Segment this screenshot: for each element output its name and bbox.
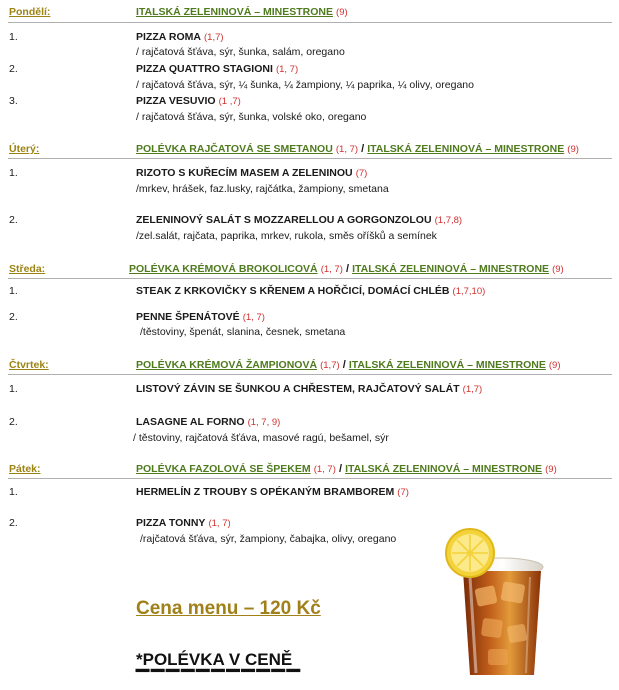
dish-line — [136, 311, 265, 323]
soup-separator: / — [338, 463, 343, 475]
dish-allergens: (7) — [397, 487, 409, 498]
item-number: 1. — [9, 31, 18, 43]
soup-allergens: (9) — [552, 264, 564, 275]
dish-allergens: (1,7) — [204, 32, 224, 43]
soup-line-wednesday — [129, 263, 564, 275]
day-label-wednesday: Středa: — [9, 263, 46, 275]
cut-off-text-line: ▔▔▔▔▔▔▔▔▔▔▔ — [136, 670, 302, 689]
soup-allergens: (9) — [545, 464, 557, 475]
day-divider — [8, 278, 612, 279]
soup-allergens: (1, 7) — [320, 264, 343, 275]
dish-description: /mrkev, hrášek, faz.lusky, rajčátka, žampiony, smetana — [136, 183, 389, 195]
soup-name: ITALSKÁ ZELENINOVÁ – MINESTRONE — [348, 359, 546, 371]
dish-line — [136, 31, 224, 43]
dish-description: / rajčatová šťáva, sýr, ¼ šunka, ¼ žampiony, ¼ paprika, ¼ olivy, oregano — [136, 79, 474, 91]
soup-allergens: (1, 7) — [313, 464, 336, 475]
dish-name: LASAGNE AL FORNO — [136, 416, 245, 428]
soup-allergens: (1,7) — [320, 360, 340, 371]
soup-name: POLÉVKA FAZOLOVÁ SE ŠPEKEM — [136, 463, 311, 475]
item-number: 2. — [9, 517, 18, 529]
dish-description: /zel.salát, rajčata, paprika, mrkev, rukola, směs oříšků a semínek — [136, 230, 437, 242]
day-divider — [8, 374, 612, 375]
soup-name: POLÉVKA RAJČATOVÁ SE SMETANOU — [136, 143, 333, 155]
item-number: 3. — [9, 95, 18, 107]
soup-name: ITALSKÁ ZELENINOVÁ – MINESTRONE — [136, 6, 333, 18]
item-number: 2. — [9, 214, 18, 226]
dish-line — [136, 383, 482, 395]
dish-line — [136, 95, 241, 107]
dish-allergens: (1, 7) — [275, 64, 299, 75]
soup-name: ITALSKÁ ZELENINOVÁ – MINESTRONE — [345, 463, 543, 475]
day-divider — [8, 158, 612, 159]
soup-line-monday — [136, 6, 348, 18]
dish-line — [136, 416, 280, 428]
soup-allergens: (1, 7) — [335, 144, 359, 155]
soup-name: ITALSKÁ ZELENINOVÁ – MINESTRONE — [367, 143, 565, 155]
dish-description: /těstoviny, špenát, slanina, česnek, smetana — [140, 326, 346, 338]
soup-allergens: (9) — [336, 7, 348, 18]
soup-separator: / — [342, 359, 346, 371]
dish-name: PENNE ŠPENÁTOVÉ — [136, 311, 240, 323]
dish-name: PIZZA QUATTRO STAGIONI — [136, 63, 273, 75]
dish-allergens: (7) — [355, 168, 368, 179]
soup-name: POLÉVKA KRÉMOVÁ BROKOLICOVÁ — [129, 263, 318, 275]
item-number: 2. — [9, 311, 18, 323]
dish-name: HERMELÍN Z TROUBY S OPÉKANÝM BRAMBOREM — [136, 486, 395, 498]
dish-name: PIZZA TONNY — [136, 517, 206, 529]
day-divider — [8, 478, 612, 479]
soup-line-friday — [136, 463, 557, 475]
soup-allergens: (9) — [548, 360, 561, 371]
dish-line — [136, 285, 485, 297]
dish-allergens: (1,7) — [462, 384, 483, 395]
item-number: 1. — [9, 167, 18, 179]
dish-allergens: (1, 7) — [242, 312, 265, 323]
dish-allergens: (1, 7, 9) — [247, 417, 281, 428]
item-number: 1. — [9, 285, 18, 297]
soup-allergens: (9) — [567, 144, 579, 155]
dish-allergens: (1, 7) — [208, 518, 231, 529]
dish-allergens: (1,7,10) — [452, 286, 486, 297]
item-number: 2. — [9, 63, 18, 75]
dish-name: STEAK Z KRKOVIČKY S KŘENEM A HOŘČICÍ, DOMÁCÍ CHLÉB — [136, 285, 450, 297]
day-divider — [8, 22, 612, 23]
day-label-thursday: Čtvrtek: — [9, 359, 49, 371]
soup-name: POLÉVKA KRÉMOVÁ ŽAMPIONOVÁ — [136, 359, 318, 371]
dish-allergens: (1,7,8) — [434, 215, 463, 226]
day-label-monday: Pondělí: — [9, 6, 51, 18]
soup-included-note: *POLÉVKA V CENĚ — [136, 650, 293, 669]
dish-name: PIZZA VESUVIO — [136, 95, 216, 107]
dish-line — [136, 486, 409, 498]
dish-description: / rajčatová šťáva, sýr, šunka, volské oko, oregano — [136, 111, 367, 123]
dish-line — [136, 214, 462, 226]
day-label-friday: Pátek: — [9, 463, 41, 475]
soup-line-thursday — [136, 359, 561, 371]
dish-line — [136, 63, 298, 75]
dish-description: /rajčatová šťáva, sýr, žampiony, čabajka, olivy, oregano — [140, 533, 397, 545]
menu-price: Cena menu – 120 Kč — [136, 598, 321, 619]
item-number: 2. — [9, 416, 18, 428]
dish-description: / těstoviny, rajčatová šťáva, masové ragú, bešamel, sýr — [133, 432, 389, 444]
dish-name: PIZZA ROMA — [136, 31, 201, 43]
item-number: 1. — [9, 383, 18, 395]
dish-line — [136, 167, 367, 179]
soup-name: ITALSKÁ ZELENINOVÁ – MINESTRONE — [352, 263, 550, 275]
dish-description: / rajčatová šťáva, sýr, šunka, salám, oregano — [136, 46, 345, 58]
dish-name: ZELENINOVÝ SALÁT S MOZZARELLOU A GORGONZOLOU — [136, 214, 432, 226]
soup-separator: / — [345, 263, 349, 275]
soup-separator: / — [361, 143, 365, 155]
iced-tea-icon — [430, 527, 570, 675]
soup-line-tuesday — [136, 143, 579, 155]
dish-name: RIZOTO S KUŘECÍM MASEM A ZELENINOU — [136, 167, 353, 179]
dish-allergens: (1 ,7) — [218, 96, 241, 107]
day-label-tuesday: Úterý: — [9, 143, 40, 155]
dish-line — [136, 517, 231, 529]
dish-name: LISTOVÝ ZÁVIN SE ŠUNKOU A CHŘESTEM, RAJČATOVÝ SALÁT — [136, 383, 460, 395]
item-number: 1. — [9, 486, 18, 498]
